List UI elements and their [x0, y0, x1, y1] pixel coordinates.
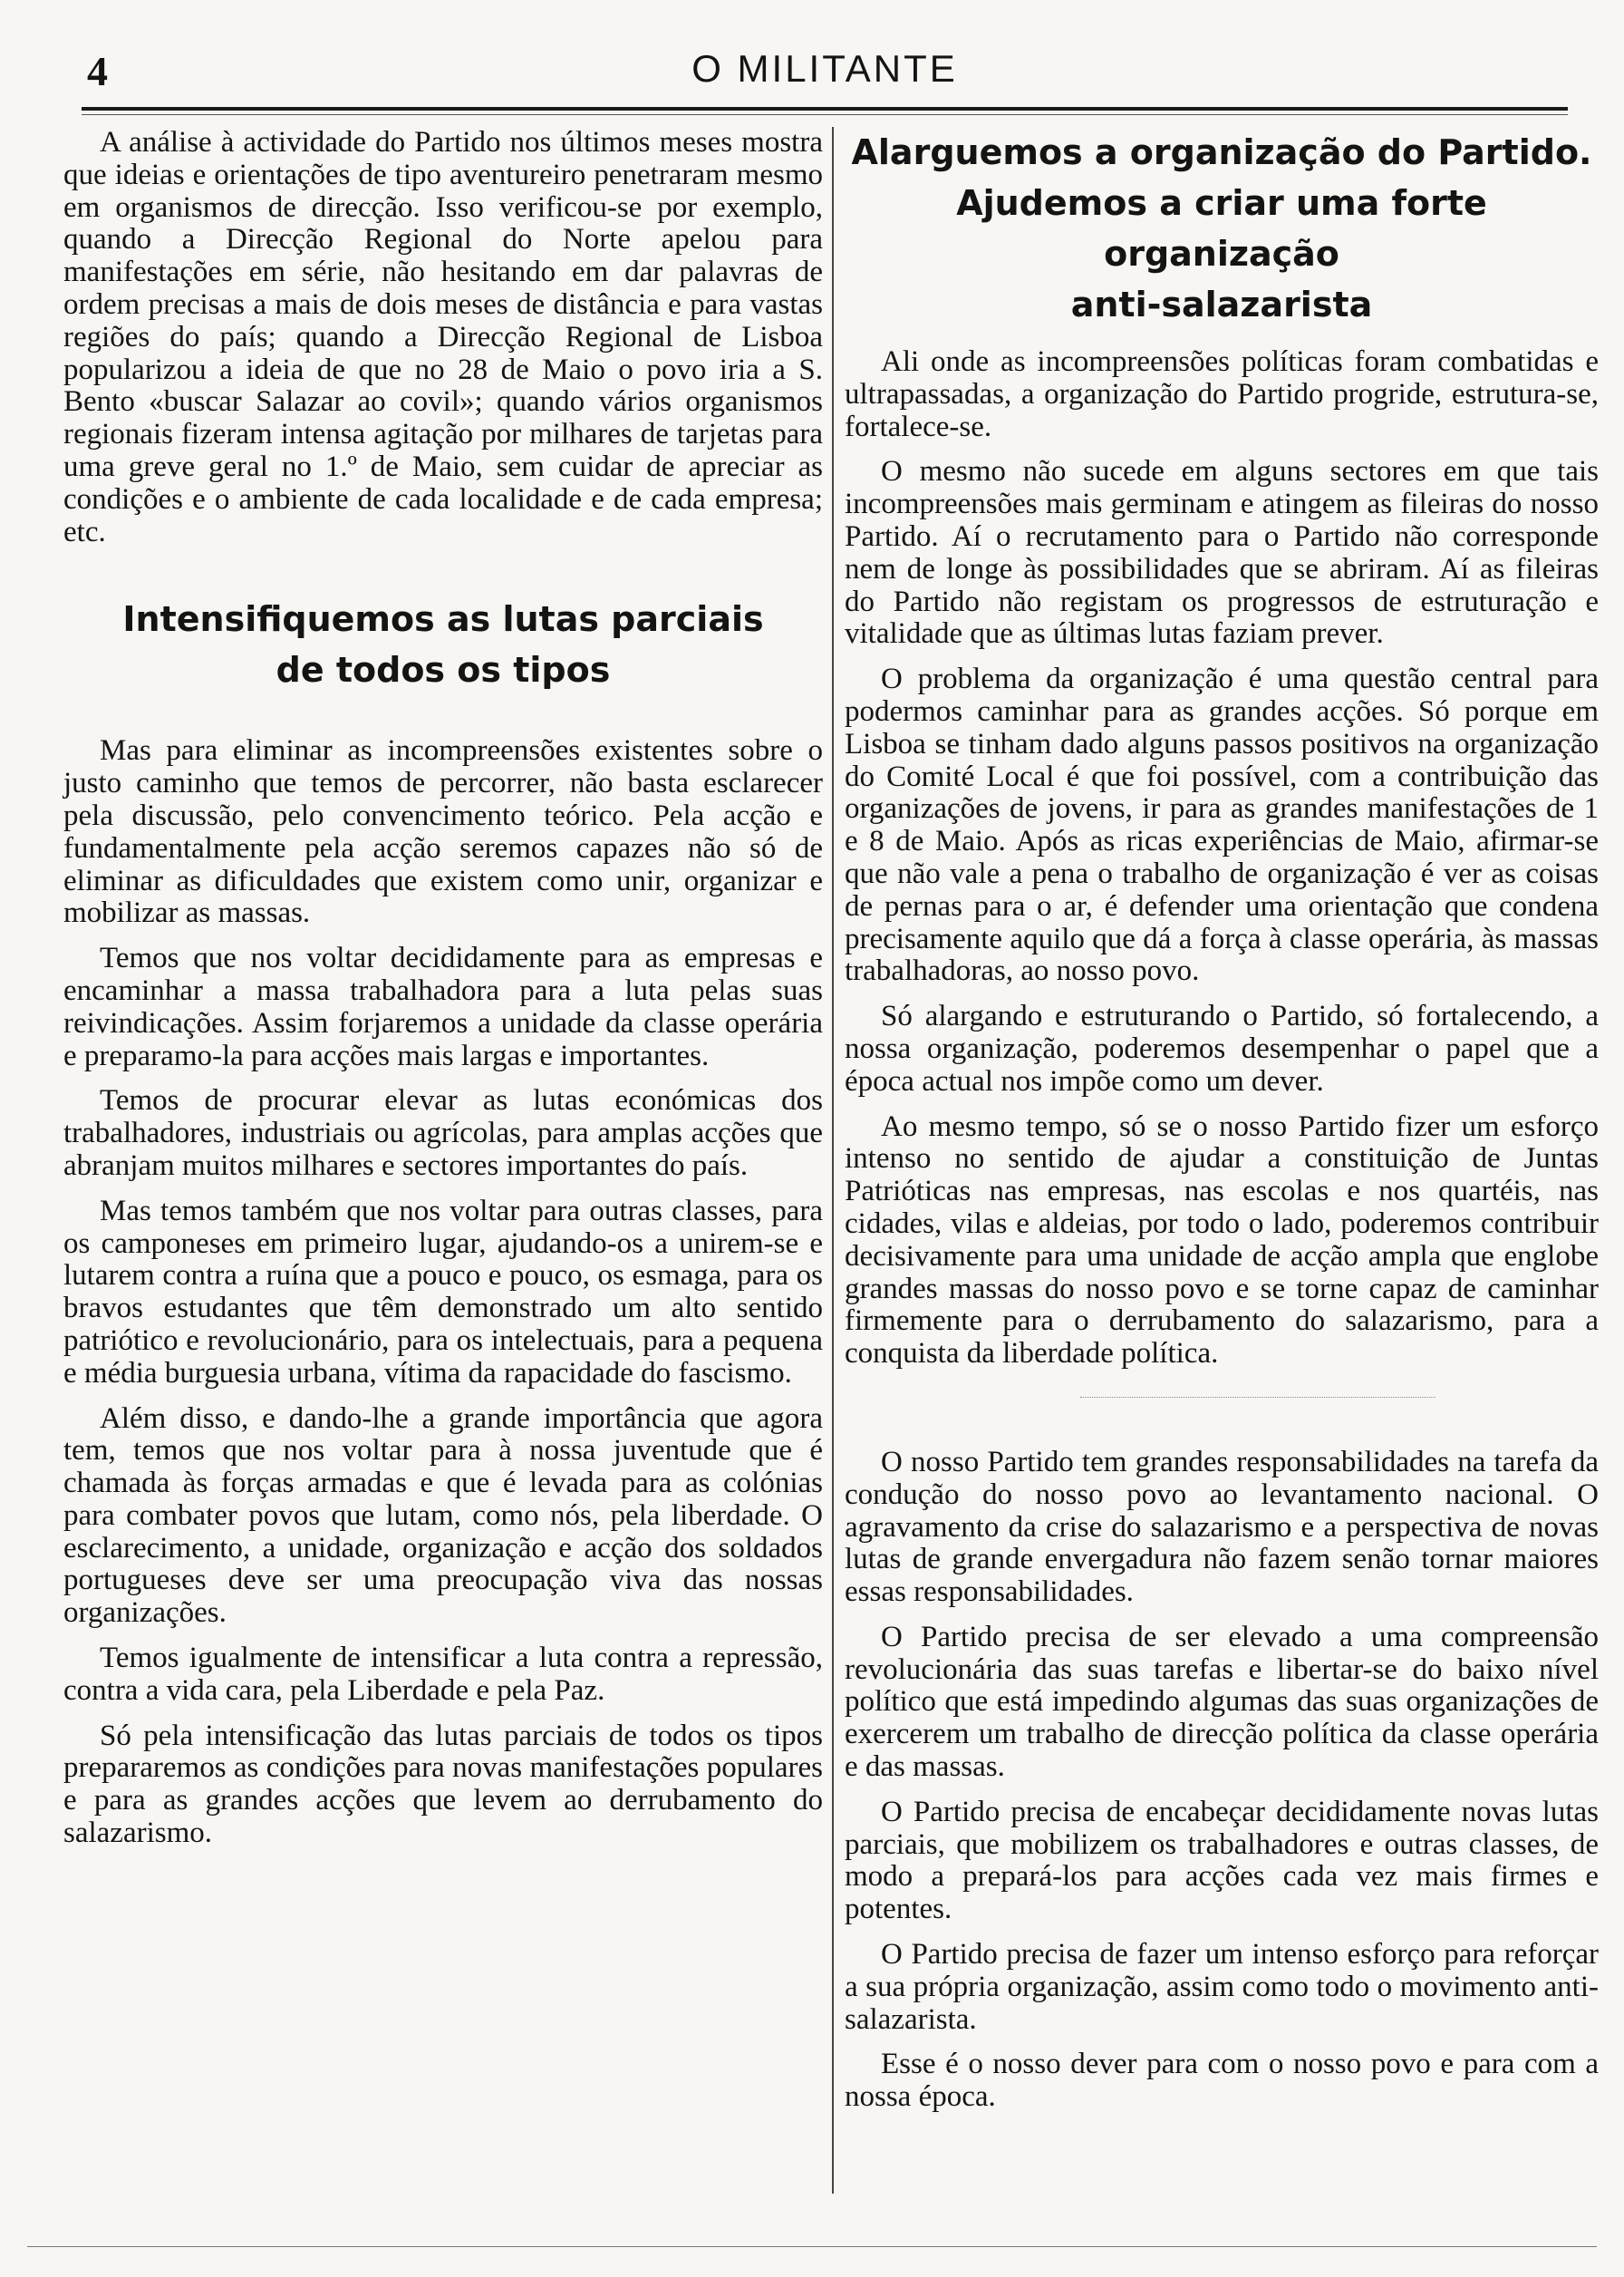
intro-paragraph: A análise à actividade do Partido nos últimos meses mostra que ideias e orientações de tipo aventureiro penetraram mesmo em organismos de direcção. Isso verificou-se por exemplo, quando a Direcção Regional do Norte apelou para manifestações em série, não hesitando em dar palavras de ordem precisas a mais de dois meses de distância e para vastas regiões do país; quando a Direcção Regional de Lisboa popularizou a ideia de que no 28 de Maio o povo iria a S. Bento «buscar Salazar ao covil»; quando vários organismos regionais fizeram intensa agitação por milhares de tarjetas para uma greve geral no 1.º de Maio, sem cuidar de apreciar as condições e o ambiente de cada localidade e de cada empresa; etc.	[63, 126, 823, 548]
body-paragraph: O nosso Partido tem grandes responsabilidades na tarefa da condução do nosso povo ao levantamento nacional. O agravamento da crise do salazarismo e a perspectiva de novas lutas de grande envergadura não fazem senão tornar maiores essas responsabilidades.	[845, 1445, 1599, 1609]
heading-line: Ajudemos a criar uma forte organização	[956, 183, 1487, 274]
heading-line: anti-salazarista	[1070, 285, 1373, 325]
body-paragraph: Esse é o nosso dever para com o nosso povo e para com a nossa época.	[845, 2048, 1599, 2114]
section-heading-organizacao	[845, 127, 1599, 330]
body-paragraph: O Partido precisa de fazer um intenso esforço para reforçar a sua própria organização, assim como todo o movimento anti-salazarista.	[845, 1938, 1599, 2036]
body-paragraph: Temos igualmente de intensificar a luta contra a repressão, contra a vida cara, pela Liberdade e pela Paz.	[63, 1642, 823, 1707]
body-paragraph: O Partido precisa de encabeçar decididamente novas lutas parciais, que mobilizem os trabalhadores e outras classes, de modo a prepará-los para acções cada vez mais firmes e potentes.	[845, 1795, 1599, 1926]
header-rule	[82, 107, 1568, 111]
body-paragraph: Mas para eliminar as incompreensões existentes sobre o justo caminho que temos de percorrer, não basta esclarecer pela discussão, pelo convencimento teórico. Pela acção e fundamentalmente pela acção seremos capazes não só de eliminar as dificuldades que existem como unir, organizar e mobilizar as massas.	[63, 734, 823, 930]
body-paragraph: O mesmo não sucede em alguns sectores em que tais incompreensões mais germinam e atingem as fileiras do nosso Partido. Aí o recrutamento para o Partido não corresponde nem de longe às possibilidades que se abriram. Aí as fileiras do Partido não registam os progressos de estruturação e vitalidade que as últimas lutas faziam prever.	[845, 455, 1599, 651]
body-paragraph: Temos que nos voltar decididamente para as empresas e encaminhar a massa trabalhadora para a luta pelas suas reivindicações. Assim forjaremos a unidade da classe operária e preparamo-la para acções mais largas e importantes.	[63, 942, 823, 1072]
section-heading-lutas-parciais	[63, 594, 823, 695]
masthead-title: O MILITANTE	[691, 47, 958, 90]
heading-line: de todos os tipos	[276, 650, 611, 691]
section-separator	[845, 1383, 1599, 1410]
column-divider	[832, 127, 834, 2194]
body-paragraph: O Partido precisa de ser elevado a uma compreensão revolucionária das suas tarefas e libertar-se do baixo nível político que está impedindo algumas das suas organizações de exercerem um trabalho de direcção política da classe operária e das massas.	[845, 1620, 1599, 1784]
body-paragraph: Só alargando e estruturando o Partido, só fortalecendo, a nossa organização, poderemos desempenhar o papel que a época actual nos impõe como um dever.	[845, 1000, 1599, 1098]
body-paragraph: Temos de procurar elevar as lutas económicas dos trabalhadores, industriais ou agrícolas, para amplas acções que abranjam muitos milhares e sectores importantes do país.	[63, 1084, 823, 1182]
body-paragraph: Ali onde as incompreensões políticas foram combatidas e ultrapassadas, a organização do Partido progride, estrutura-se, fortalece-se.	[845, 345, 1599, 443]
heading-line: Alarguemos a organização do Partido.	[851, 132, 1592, 172]
page-header	[82, 47, 1568, 111]
body-paragraph: Ao mesmo tempo, só se o nosso Partido fizer um esforço intenso no sentido de ajudar a constituição de Juntas Patrióticas nas empresas, nas escolas e nos quartéis, nas cidades, vilas e aldeias, por todo o lado, poderemos contribuir decisivamente para uma unidade de acção ampla que englobe grandes massas do nosso povo e se torne capaz de caminhar firmemente para o derrubamento do salazarismo, para a conquista da liberdade política.	[845, 1109, 1599, 1371]
header-rule-thin	[82, 114, 1568, 115]
body-paragraph: Além disso, e dando-lhe a grande importância que agora tem, temos que nos voltar para à nossa juventude que é chamada às forças armadas e que é levada para as colónias para combater povos que lutam, como nós, pela liberdade. O esclarecimento, a unidade, organização e acção dos soldados portugueses deve ser uma preocupação viva das nossas organizações.	[63, 1401, 823, 1630]
page-number: 4	[87, 48, 108, 94]
left-column	[63, 127, 823, 1863]
body-paragraph: O problema da organização é uma questão central para podermos caminhar para as grandes acções. Só porque em Lisboa se tinham dado alguns passos positivos na organização do Comité Local é que foi possível, com a contribuição das organizações de jovens, ir para as grandes manifestações de 1 e 8 de Maio. Após as ricas experiências de Maio, afirmar-se que não vale a pena o trabalho de organização é ver as coisas de pernas para o ar, é defender uma orientação que condena precisamente aquilo que dá a força à classe operária, às massas trabalhadoras, ao nosso povo.	[845, 663, 1599, 988]
body-paragraph: Mas temos também que nos voltar para outras classes, para os camponeses em primeiro lugar, ajudando-os a unirem-se e lutarem contra a ruína que a pouco e pouco, os esmaga, para os bravos estudantes que têm demonstrado um alto sentido patriótico e revolucionário, para os intelectuais, para a pequena e média burguesia urbana, vítima da rapacidade do fascismo.	[63, 1194, 823, 1390]
right-column	[845, 127, 1599, 2127]
footer-rule	[27, 2246, 1597, 2247]
heading-line: Intensifiquemos as lutas parciais	[122, 599, 764, 640]
body-paragraph: Só pela intensificação das lutas parciais de todos os tipos prepararemos as condições para novas manifestações populares e para as grandes acções que levem ao derrubamento do salazarismo.	[63, 1719, 823, 1850]
